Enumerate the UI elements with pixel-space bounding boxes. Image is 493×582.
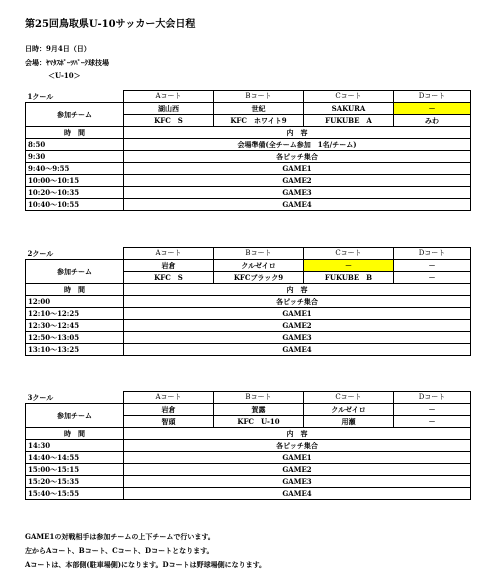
team-cell: クルゼイロ xyxy=(304,404,394,416)
notes-section xyxy=(25,530,266,572)
note-line: 左からAコート、Bコート、Cコート、Dコートとなります。 xyxy=(25,546,214,555)
time-header: 時 間 xyxy=(26,284,124,296)
team-cell: SAKURA xyxy=(304,103,394,115)
schedule-content: GAME3 xyxy=(124,476,471,488)
document-title: 第25回鳥取県U-10サッカー大会日程 xyxy=(25,19,196,30)
kuru3-table xyxy=(25,391,471,500)
team-cell: 智頭 xyxy=(124,416,214,428)
team-cell: KFC U-10 xyxy=(214,416,304,428)
schedule-time: 14:30 xyxy=(26,440,124,452)
team-cell: KFC S xyxy=(124,115,214,127)
schedule-time: 12:50～13:05 xyxy=(26,332,124,344)
team-cell: － xyxy=(394,272,471,284)
kuru3-label: 3クール xyxy=(27,392,54,402)
court-a-header: Aコート xyxy=(124,392,214,404)
teams-label: 参加チーム xyxy=(26,404,124,428)
court-b-header: Bコート xyxy=(214,248,304,260)
teams-label: 参加チーム xyxy=(26,260,124,284)
schedule-time: 15:40～15:55 xyxy=(26,488,124,500)
schedule-content: GAME1 xyxy=(124,163,471,175)
schedule-time: 10:20～10:35 xyxy=(26,187,124,199)
schedule-time: 13:10～13:25 xyxy=(26,344,124,356)
schedule-time: 14:40～14:55 xyxy=(26,452,124,464)
court-c-header: Cコート xyxy=(304,91,394,103)
team-cell: 岩倉 xyxy=(124,260,214,272)
court-b-header: Bコート xyxy=(214,392,304,404)
team-cell-highlighted: － xyxy=(394,103,471,115)
court-d-header: Dコート xyxy=(394,392,471,404)
kuru1-table xyxy=(25,90,471,211)
schedule-time: 8:50 xyxy=(26,139,124,151)
event-venue: 会場：ﾔﾏﾀｽﾎﾟｰﾂﾊﾟｰｸ球技場 xyxy=(25,58,109,67)
content-header: 内 容 xyxy=(124,127,471,139)
schedule-time: 9:30 xyxy=(26,151,124,163)
court-b-header: Bコート xyxy=(214,91,304,103)
schedule-content: GAME2 xyxy=(124,175,471,187)
schedule-content: 各ピッチ集合 xyxy=(124,440,471,452)
court-d-header: Dコート xyxy=(394,91,471,103)
team-cell: 用瀬 xyxy=(304,416,394,428)
team-cell: 賀露 xyxy=(214,404,304,416)
court-a-header: Aコート xyxy=(124,248,214,260)
schedule-time: 10:40～10:55 xyxy=(26,199,124,211)
event-category: ＜U-10＞ xyxy=(48,71,81,80)
schedule-time: 12:10～12:25 xyxy=(26,308,124,320)
schedule-time: 12:30～12:45 xyxy=(26,320,124,332)
teams-label: 参加チーム xyxy=(26,103,124,127)
court-c-header: Cコート xyxy=(304,392,394,404)
team-cell: 世紀 xyxy=(214,103,304,115)
team-cell: KFC S xyxy=(124,272,214,284)
team-cell: － xyxy=(394,404,471,416)
note-line: Aコートは、本部側(駐車場側)になります。Dコートは野球場側になります。 xyxy=(25,560,267,569)
kuru2-label: 2クール xyxy=(27,248,54,258)
schedule-content: GAME1 xyxy=(124,452,471,464)
schedule-content: GAME1 xyxy=(124,308,471,320)
team-cell-highlighted: － xyxy=(304,260,394,272)
schedule-content: GAME2 xyxy=(124,320,471,332)
schedule-content: GAME4 xyxy=(124,488,471,500)
schedule-content: GAME3 xyxy=(124,187,471,199)
team-cell: 湖山西 xyxy=(124,103,214,115)
team-cell: － xyxy=(394,416,471,428)
note-line: GAME1の対戦相手は参加チームの上下チームで行います。 xyxy=(25,532,215,541)
kuru1-label: 1クール xyxy=(27,91,54,101)
team-cell: クルゼイロ xyxy=(214,260,304,272)
court-a-header: Aコート xyxy=(124,91,214,103)
content-header: 内 容 xyxy=(124,284,471,296)
schedule-content: 各ピッチ集合 xyxy=(124,151,471,163)
team-cell: － xyxy=(394,260,471,272)
content-header: 内 容 xyxy=(124,428,471,440)
event-date: 日時：9月4日（日） xyxy=(25,44,91,53)
schedule-content: GAME3 xyxy=(124,332,471,344)
time-header: 時 間 xyxy=(26,127,124,139)
schedule-time: 15:00～15:15 xyxy=(26,464,124,476)
schedule-content: 各ピッチ集合 xyxy=(124,296,471,308)
team-cell: 岩倉 xyxy=(124,404,214,416)
team-cell: FUKUBE A xyxy=(304,115,394,127)
schedule-time: 10:00～10:15 xyxy=(26,175,124,187)
schedule-content: GAME2 xyxy=(124,464,471,476)
schedule-content: GAME4 xyxy=(124,199,471,211)
team-cell: みわ xyxy=(394,115,471,127)
team-cell: KFCブラック9 xyxy=(214,272,304,284)
team-cell: KFC ホワイト9 xyxy=(214,115,304,127)
schedule-time: 9:40～9:55 xyxy=(26,163,124,175)
court-c-header: Cコート xyxy=(304,248,394,260)
team-cell: FUKUBE B xyxy=(304,272,394,284)
schedule-time: 15:20～15:35 xyxy=(26,476,124,488)
time-header: 時 間 xyxy=(26,428,124,440)
schedule-time: 12:00 xyxy=(26,296,124,308)
kuru2-table xyxy=(25,247,471,356)
schedule-content: GAME4 xyxy=(124,344,471,356)
court-d-header: Dコート xyxy=(394,248,471,260)
schedule-content: 会場準備(全チーム参加 1名/チーム) xyxy=(124,139,471,151)
